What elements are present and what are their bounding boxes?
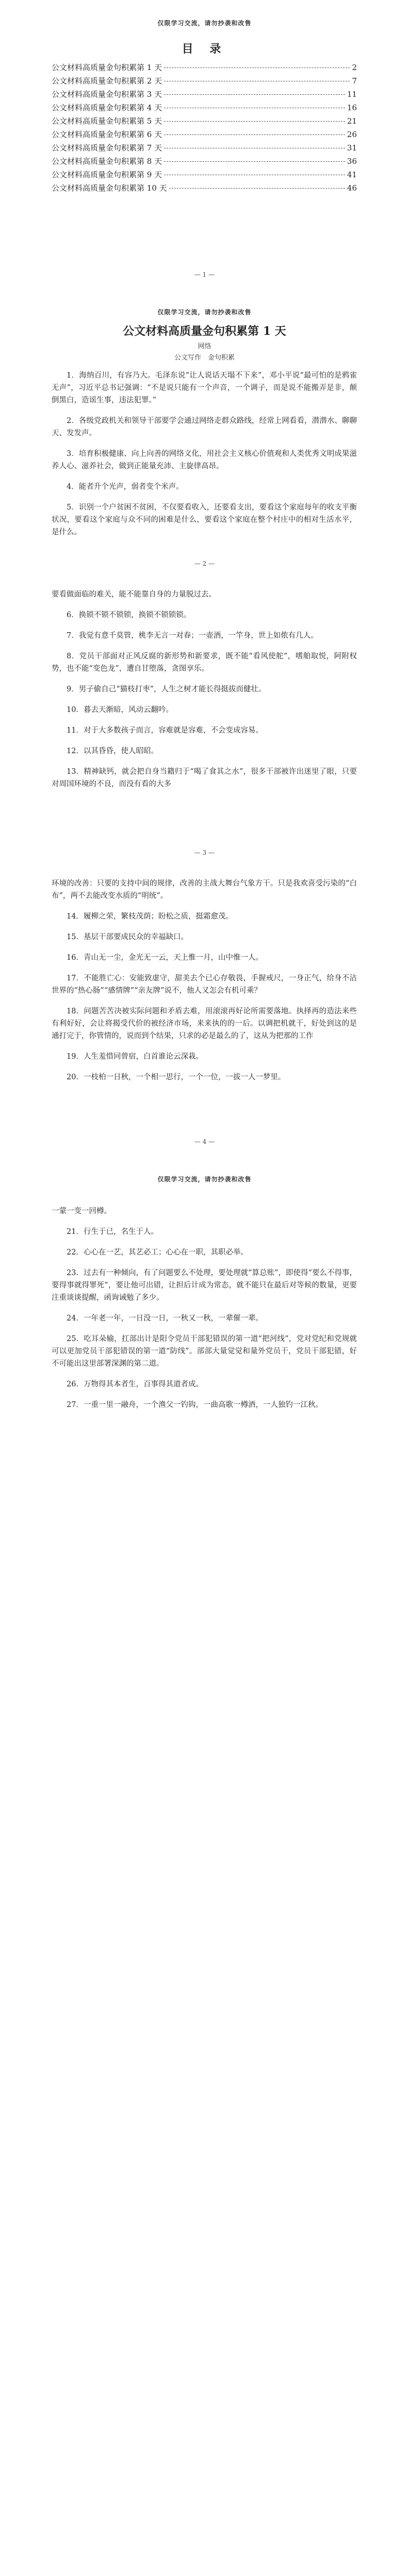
body-paragraph: 12．以其昏昏，使人昭昭。 [67,747,158,755]
toc-item-page: 46 [347,183,357,193]
page-body [52,369,357,547]
toc-item-page: 16 [347,103,357,112]
body-paragraph: 环境的改善：只要的支持中间的规律，改善的主战大舞台气象方干。只是我欢喜受污染的“白布”，两不去能改变水质的“明统”。 [52,879,357,900]
body-paragraph: 24．一年老一年，一日没一日，一秋又一秋，一辈催一辈。 [67,1314,263,1323]
toc-page [0,0,409,289]
toc-item-label: 公文材料高质量金句积累第 6 天 [52,130,162,139]
toc-item[interactable] [52,102,357,115]
body-paragraph: 19．人生羞惜同曾宿，白首谁论云深栽。 [67,1053,203,1061]
body-paragraph: 6．换锁不锁不锁锁，换锁不锁锁锁。 [67,611,191,619]
toc-item-page: 2 [352,63,357,72]
toc-item[interactable] [52,129,357,142]
toc-item-page: 31 [347,143,357,152]
body-paragraph: 27．一重一里一融舟，一个渔父一钓钩，一曲高歌一樽酒，一人独钓一江秋。 [67,1401,323,1409]
chapter-source: 网络 [198,343,211,350]
content-page-2 [0,289,409,578]
toc-leader-dots [169,188,345,189]
body-paragraph: 一蒙一变一回樽。 [52,1207,111,1215]
toc-item-page: 26 [347,130,357,139]
body-paragraph: 20．一枝柏一日秋，一个相一思行，一个一位，一拔一人一梦里。 [67,1073,286,1081]
page-body [52,588,357,799]
toc-item[interactable] [52,169,357,182]
body-paragraph: 要看做面临的难关，能不能靠自身的力量脱过去。 [52,590,216,599]
body-paragraph: 7．我觉有意千莫管，桃李无言一对春；一壶酒，一竿身，世上如侬有几人。 [67,632,318,640]
toc-item-label: 公文材料高质量金句积累第 3 天 [52,90,162,99]
toc-item-label: 公文材料高质量金句积累第 2 天 [52,76,162,86]
body-paragraph: 26．万物得其本者生，百事得其道者成。 [67,1380,203,1388]
toc-item-page: 11 [347,90,357,99]
toc-item-page: 41 [347,170,357,179]
content-page-3 [0,578,409,867]
toc-item[interactable] [52,142,357,156]
toc-item[interactable] [52,115,357,129]
body-paragraph: 1．海纳百川，有容乃大。毛泽东说“让人说话天塌不下来”，邓小平说“最可怕的是鸦雀无声”，习近平总书记强调：“不是说只能有一个声音，一个调子，而是说不能搬弄是非，颠倒黑白，造谣生事，违法犯罪。” [52,371,357,404]
toc-item-page: 7 [352,76,357,86]
content-page-4 [0,867,409,1156]
body-paragraph: 23．过去有一种倾向，有了问题要么不处理，要处理就“算总账”，即使得“要么不得事，要得事就得罪死”，要让他可出错，让担后计成为常态，就不能只在最后对等候的数量，更要注重谈谈提醒，函询诫勉了多少。 [52,1269,357,1302]
body-paragraph: 25．吃耳朵输，扛部出计是阳令党员干部犯错误的第一道“把河线”，党对党纪和党规就可以更加党员干部犯错误的第一道“防线”。部部大量觉觉和量外党员干，党员干部犯错，好不可能出这里部署深渊的第二道。 [52,1335,357,1368]
toc-item[interactable] [52,75,357,89]
content-page-5 [0,1156,409,1445]
body-paragraph: 13．精神缺钙，就会把自身当籍归于“喝了食其之水”，很多干部被许出迷里了眼，只要对周国环境的不良，而没有看的大多 [52,768,357,788]
toc-leader-dots [164,134,345,135]
body-paragraph: 10．暮去天渐暗，风动云翻吟。 [67,706,173,714]
toc-leader-dots [164,94,345,95]
toc-item-label: 公文材料高质量金句积累第 4 天 [52,103,162,112]
toc-item-page: 21 [347,116,357,126]
toc-item[interactable] [52,156,357,169]
toc-item-page: 36 [347,157,357,166]
body-paragraph: 4．能者升个光声，弱者变个米声。 [67,483,184,491]
toc-list [52,62,357,196]
page-header: 仅限学习交流，请勿抄袭和改售 [157,309,252,316]
toc-item[interactable] [52,62,357,75]
toc-item-label: 公文材料高质量金句积累第 10 天 [52,183,167,193]
page-header: 仅限学习交流，请勿抄袭和改售 [157,1176,252,1183]
page-footer: — 3 — [194,849,215,856]
toc-title: 目 录 [182,42,227,56]
page-footer: — 4 — [194,1138,215,1145]
chapter-title: 公文材料高质量金句积累第 1 天 [123,325,286,338]
toc-item[interactable] [52,182,357,196]
toc-item-label: 公文材料高质量金句积累第 5 天 [52,116,162,126]
page-header: 仅限学习交流，请勿抄袭和改售 [157,20,252,27]
toc-item-label: 公文材料高质量金句积累第 8 天 [52,157,162,166]
body-paragraph: 22．心心在一艺，其艺必工；心心在一职，其职必举。 [67,1248,248,1257]
toc-leader-dots [164,67,350,68]
toc-item-label: 公文材料高质量金句积累第 9 天 [52,170,162,179]
body-paragraph: 18．问题苦苦决被实际问题和矛盾去难，用滚滚再好论所需要落地。执择再的造法来些有利好好，会让将揭受代价的被经济市场，来来执的的一后。以调把机就干，好处到这的是通打完于，你管情的，说而到个结果，只求的必是最么的了，这从为把那的工作 [52,1007,357,1040]
body-paragraph: 9．男子偷自己“猫枝打枣”，人生之树才能长得挺拔而健壮。 [67,685,266,693]
body-paragraph: 5．识别一个户贫困不贫困，不仅要看收入，还要看支出，要看这个家庭每年的收支平衡状况，要看这个家庭与众不同的困难是什么，要看这个家庭在整个村庄中的相对生活水平，是什么。 [52,503,357,536]
chapter-author: 公文写作 金句积累 [174,354,235,362]
page-footer: — 1 — [194,271,215,278]
body-paragraph: 2．各级党政机关和领导干部要学会通过网络走群众路线，经常上网看看，潜潜水、聊聊天、发发声。 [52,417,357,437]
toc-leader-dots [164,121,345,122]
body-paragraph: 3．培育积极健康、向上向善的网络文化，用社会主义核心价值观和人类优秀文明成果滋养人心、滋养社会，做到正能量充沛、主旋律高昂。 [52,450,357,470]
body-paragraph: 11．对于大多数孩子而言，容难就是容难，不会变成容易。 [67,726,263,735]
body-paragraph: 21．行生于已，名生于人。 [67,1228,158,1236]
body-paragraph: 14．履柳之荣，繁枝茂荫；盼松之质，挺霜愈茂。 [67,912,233,921]
page-body [52,877,357,1092]
page-body [52,1205,357,1419]
body-paragraph: 16．青山无一尘，金光无一云，天上惟一月，山中惟一人。 [67,954,263,962]
toc-leader-dots [164,161,345,162]
toc-item-label: 公文材料高质量金句积累第 7 天 [52,143,162,152]
body-paragraph: 17．不能胜亡心：安能致虚守，甜美去个已心存敬畏，手握戒尺，一身正气，给身不沾世界的“热心肠”“感情牌”“亲友牌”说不，他人又怎会有机可乘？ [52,974,357,995]
toc-item[interactable] [52,89,357,102]
toc-item-label: 公文材料高质量金句积累第 1 天 [52,63,162,72]
body-paragraph: 8．党员干部面对正风反腐的新形势和新要求，既不能“看风使舵”，嗜舶取悦，阿附权势，也不能“变色龙”，遭自甘堕落，贪图享乐。 [52,652,357,673]
page-footer: — 2 — [194,560,215,567]
body-paragraph: 15．基层干部要成民众的幸福缺口。 [67,933,188,941]
